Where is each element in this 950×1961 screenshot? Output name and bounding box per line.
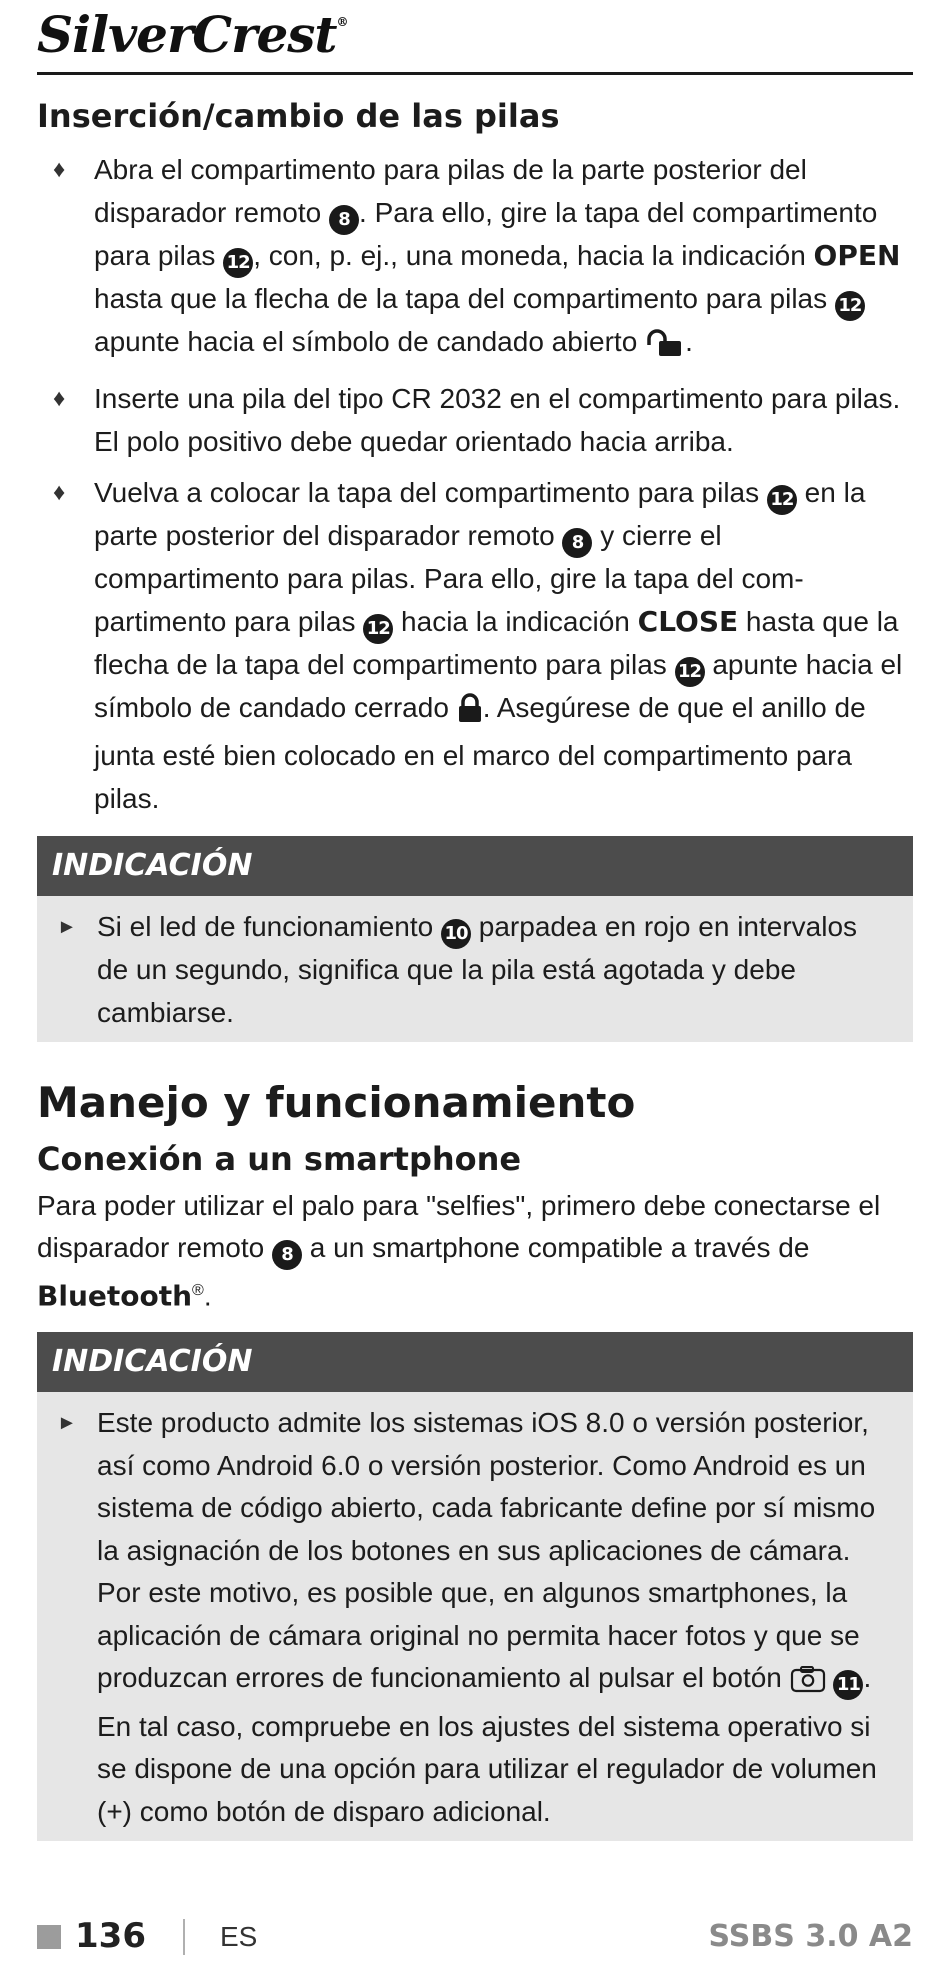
para-text: Para poder utilizar el palo para "selfies", primero debe conectarse el disparador remoto	[37, 1189, 881, 1264]
diamond-bullet-icon: ♦	[53, 156, 66, 184]
step-text: apunte hacia el símbolo de candado abierto	[94, 325, 646, 357]
note-body	[37, 896, 913, 1042]
language-code: ES	[220, 1921, 258, 1952]
step-text: , con, p. ej., una moneda, hacia la indicación	[253, 239, 814, 271]
ref-number-badge: 12	[223, 248, 253, 278]
diamond-bullet-icon: ♦	[53, 385, 66, 413]
smartphone-connection-title: Conexión a un smartphone	[37, 1139, 522, 1178]
battery-steps-list	[37, 149, 913, 820]
page-content	[37, 97, 913, 1841]
brand-logo-text: SilverCrest	[37, 5, 337, 64]
step-text: .	[685, 325, 693, 357]
ref-number-badge: 8	[329, 205, 359, 235]
note-text: Si el led de funcionamiento	[97, 911, 441, 943]
step-text: Vuelva a colocar la tapa del compartimento para pilas	[94, 477, 767, 509]
note-item	[47, 906, 889, 1034]
battery-step-2	[37, 378, 913, 463]
operation-section-title: Manejo y funcionamiento	[37, 1078, 636, 1128]
registered-mark: ®	[192, 1282, 204, 1300]
note-text: . En tal caso, compruebe en los ajustes del sistema operativo si se dispone de una opción para utilizar el regulador de volumen (+) como botón de disparo adicional.	[97, 1662, 877, 1827]
page-footer	[37, 1916, 913, 1956]
ref-number-badge: 12	[835, 291, 865, 321]
step-text: hasta que la flecha de la tapa del compartimento para pilas	[94, 605, 899, 680]
triangle-bullet-icon: ►	[57, 916, 77, 939]
brand-logo	[37, 5, 348, 64]
triangle-bullet-icon: ►	[57, 1412, 77, 1435]
ref-number-badge: 12	[675, 657, 705, 687]
footer-divider	[183, 1919, 185, 1955]
note-item	[47, 1402, 889, 1833]
padlock-open-icon	[645, 327, 685, 370]
note-box-smartphone	[37, 1332, 913, 1841]
footer-square-marker	[37, 1925, 61, 1949]
note-text: parpadea en rojo en intervalos de un segundo, significa que la pila está agotada y debe cambiarse.	[97, 911, 858, 1028]
step-text: y cierre el compartimento para pilas. Para ello, gire la tapa del compartimento para pilas	[94, 520, 804, 637]
battery-section-title: Inserción/cambio de las pilas	[37, 97, 560, 135]
open-label: OPEN	[813, 238, 901, 272]
step-text: apunte hacia el símbolo de candado cerrado	[94, 648, 903, 723]
note-box-battery	[37, 836, 913, 1042]
step-text: Abra el compartimento para pilas de la parte posterior del disparador remoto	[94, 154, 807, 228]
brand-registered-mark: ®	[336, 15, 348, 29]
ref-number-badge: 12	[363, 614, 393, 644]
battery-step-1	[37, 149, 913, 369]
note-heading: INDICACIÓN	[37, 836, 913, 896]
battery-step-3	[37, 472, 913, 820]
page-number: 136	[75, 1916, 146, 1956]
step-text: hasta que la flecha de la tapa del compartimento para pilas	[94, 282, 835, 314]
bluetooth-label: Bluetooth	[37, 1279, 193, 1313]
note-body	[37, 1392, 913, 1841]
note-text: Este producto admite los sistemas iOS 8.0 o versión posterior, así como Android 6.0 o versión posterior. Como Android es un sistema de código abierto, cada fabricante define por sí mismo la asignación de los botones en sus aplicaciones de cámara. Por este motivo, es posible que, en algunos smartphones, la aplicación de cámara original no permita hacer fotos y que se produzcan errores de funcionamiento al pulsar el botón	[97, 1407, 876, 1694]
ref-number-badge: 8	[562, 528, 592, 558]
close-label: CLOSE	[637, 604, 739, 638]
step-text: en la parte posterior del disparador remoto	[94, 477, 866, 552]
ref-number-badge: 12	[767, 485, 797, 515]
ref-number-badge: 8	[272, 1240, 302, 1270]
padlock-closed-icon	[457, 693, 483, 736]
camera-icon	[790, 1663, 826, 1706]
note-heading: INDICACIÓN	[37, 1332, 913, 1392]
step-text: hacia la indicación	[393, 605, 638, 637]
connection-paragraph	[37, 1185, 913, 1318]
para-text: a un smartphone compatible a través de	[302, 1232, 810, 1264]
para-text: .	[203, 1280, 212, 1312]
diamond-bullet-icon: ♦	[53, 479, 66, 507]
ref-number-badge: 10	[441, 919, 471, 949]
step-text: . Asegúrese de que el anillo de junta esté bien colocado en el marco del compartimento para pilas.	[94, 691, 866, 814]
step-text: Inserte una pila del tipo CR 2032 en el compartimento para pilas. El polo positivo debe quedar orientado hacia arriba.	[94, 383, 901, 457]
ref-number-badge: 11	[833, 1670, 863, 1700]
header-rule	[37, 72, 913, 75]
model-number: SSBS 3.0 A2	[708, 1919, 913, 1954]
step-text: . Para ello, gire la tapa del compartimento para pilas	[94, 196, 878, 271]
